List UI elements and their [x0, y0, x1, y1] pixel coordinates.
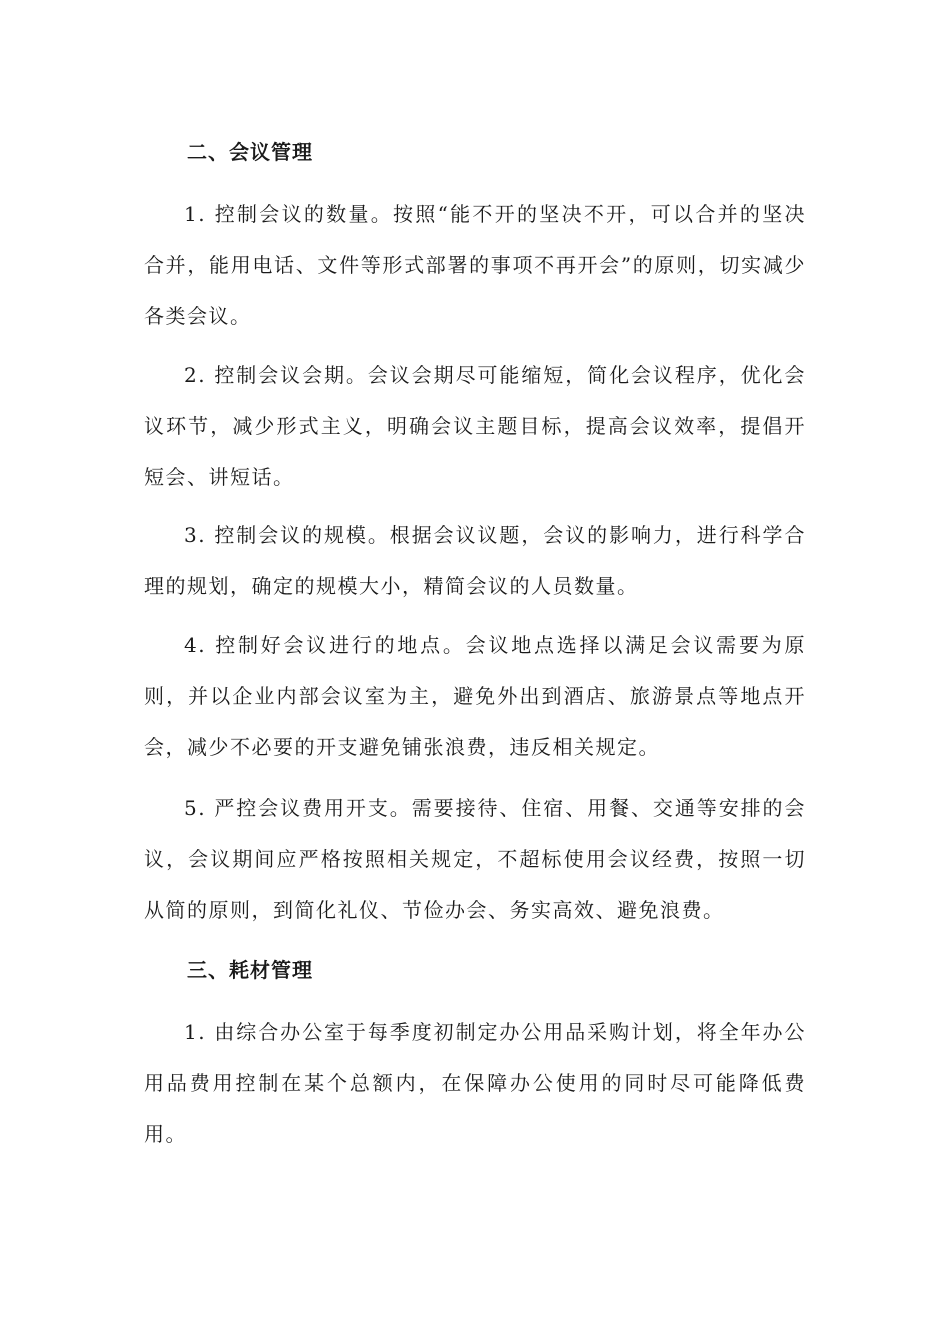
section-heading-meeting-management: 二、会议管理 [187, 140, 313, 164]
paragraph-meeting-location: 4. 控制好会议进行的地点。会议地点选择以满足会议需要为原则，并以企业内部会议室为主，避免外出到酒店、旅游景点等地点开会，减少不必要的开支避免铺张浪费，违反相关规定。 [144, 633, 806, 759]
paragraph-meeting-scale: 3. 控制会议的规模。根据会议议题，会议的影响力，进行科学合理的规划，确定的规模大小，精简会议的人员数量。 [144, 523, 806, 598]
paragraph-meeting-expenses: 5. 严控会议费用开支。需要接待、住宿、用餐、交通等安排的会议，会议期间应严格按照相关规定，不超标使用会议经费，按照一切从简的原则，到简化礼仪、节俭办会、务实高效、避免浪费。 [144, 796, 806, 922]
section-heading-supplies-management: 三、耗材管理 [187, 958, 313, 982]
paragraph-meeting-quantity: 1. 控制会议的数量。按照“能不开的坚决不开，可以合并的坚决合并，能用电话、文件等形式部署的事项不再开会”的原则，切实减少各类会议。 [144, 202, 806, 328]
paragraph-meeting-duration: 2. 控制会议会期。会议会期尽可能缩短，简化会议程序，优化会议环节，减少形式主义，明确会议主题目标，提高会议效率，提倡开短会、讲短话。 [144, 363, 806, 489]
paragraph-supplies-procurement: 1. 由综合办公室于每季度初制定办公用品采购计划，将全年办公用品费用控制在某个总额内，在保障办公使用的同时尽可能降低费用。 [144, 1020, 806, 1146]
